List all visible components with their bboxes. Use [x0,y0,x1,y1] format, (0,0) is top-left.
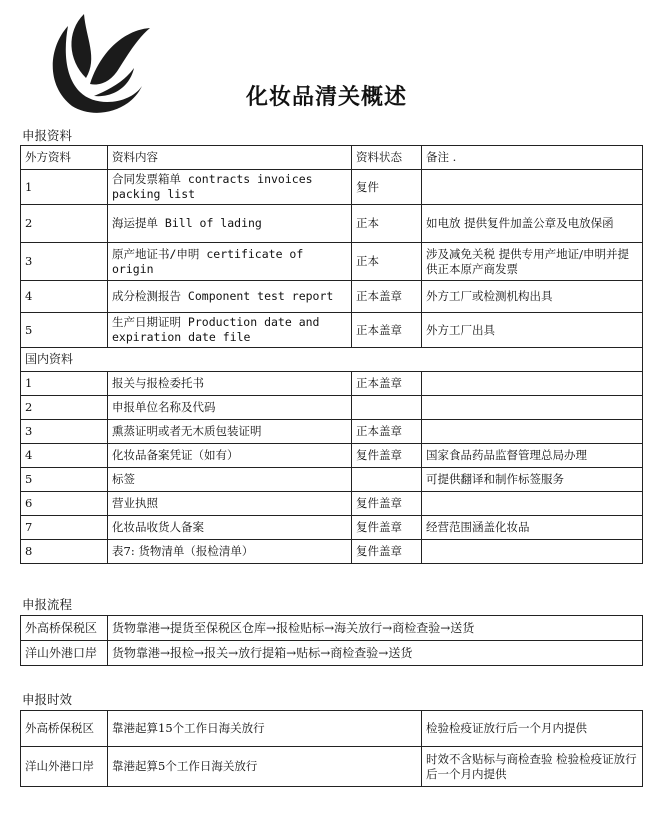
row-status: 复件盖章 [352,492,422,516]
row-content: 化妆品收货人备案 [108,516,352,540]
row-content: 原产地证书/申明 certificate of origin [108,243,352,281]
row-status: 复件盖章 [352,516,422,540]
table-row [21,492,643,516]
row-note: 经营范围涵盖化妆品 [422,516,643,540]
row-note: 国家食品药品监督管理总局办理 [422,444,643,468]
row-status: 复件盖章 [352,444,422,468]
table-row [21,468,643,492]
table-row [21,281,643,313]
header-status: 资料状态 [352,146,422,170]
timing-inspection: 时效不含贴标与商检查验 检验检疫证放行后一个月内提供 [422,747,643,787]
timing-customs: 靠港起算15个工作日海关放行 [108,711,422,747]
timing-section-label: 申报时效 [22,692,73,707]
row-status: 正本 [352,243,422,281]
header-content: 资料内容 [108,146,352,170]
row-number: 6 [21,492,108,516]
row-note: 涉及减免关税 提供专用产地证/申明并提供正本原产商发票 [422,243,643,281]
flow-table [20,615,643,666]
timing-table [20,710,643,787]
row-status: 复件 [352,170,422,205]
table-row [21,444,643,468]
flow-place: 洋山外港口岸 [21,641,108,666]
row-number: 1 [21,170,108,205]
timing-place: 洋山外港口岸 [21,747,108,787]
row-status: 正本盖章 [352,372,422,396]
row-note [422,420,643,444]
row-number: 4 [21,281,108,313]
row-note [422,540,643,564]
row-number: 2 [21,205,108,243]
table-row [21,516,643,540]
row-note: 如电放 提供复件加盖公章及电放保函 [422,205,643,243]
table-row [21,170,643,205]
header-foreign-materials: 外方资料 [21,146,108,170]
timing-place: 外高桥保税区 [21,711,108,747]
row-content: 化妆品备案凭证（如有） [108,444,352,468]
row-status: 正本盖章 [352,420,422,444]
row-content: 合同发票箱单 contracts invoices packing list [108,170,352,205]
row-note [422,492,643,516]
row-number: 5 [21,313,108,348]
row-content: 成分检测报告 Component test report [108,281,352,313]
company-logo-icon [38,8,153,120]
table-row [21,711,643,747]
materials-header-row [21,146,643,170]
table-row [21,372,643,396]
row-status [352,468,422,492]
row-content: 营业执照 [108,492,352,516]
flow-place: 外高桥保税区 [21,616,108,641]
page-title: 化妆品清关概述 [246,85,408,110]
row-content: 熏蒸证明或者无木质包装证明 [108,420,352,444]
timing-customs: 靠港起算5个工作日海关放行 [108,747,422,787]
table-row [21,420,643,444]
flow-section-label: 申报流程 [22,597,73,612]
row-content: 海运提单 Bill of lading [108,205,352,243]
row-number: 8 [21,540,108,564]
row-number: 5 [21,468,108,492]
row-status: 正本盖章 [352,281,422,313]
row-status: 正本 [352,205,422,243]
domestic-materials-label: 国内资料 [21,348,643,372]
timing-inspection: 检验检疫证放行后一个月内提供 [422,711,643,747]
row-number: 3 [21,420,108,444]
table-row [21,616,643,641]
row-number: 4 [21,444,108,468]
row-note [422,170,643,205]
header-notes: 备注 . [422,146,643,170]
row-status [352,396,422,420]
row-content: 表7: 货物清单（报检清单） [108,540,352,564]
row-content: 生产日期证明 Production date and expiration date file [108,313,352,348]
table-row [21,243,643,281]
table-row [21,205,643,243]
row-status: 复件盖章 [352,540,422,564]
row-note: 外方工厂出具 [422,313,643,348]
row-number: 7 [21,516,108,540]
row-number: 3 [21,243,108,281]
table-row [21,396,643,420]
row-content: 申报单位名称及代码 [108,396,352,420]
table-row [21,540,643,564]
row-note [422,396,643,420]
row-content: 标签 [108,468,352,492]
row-note: 外方工厂或检测机构出具 [422,281,643,313]
flow-steps: 货物靠港→报检→报关→放行提箱→贴标→商检查验→送货 [108,641,643,666]
materials-table [20,145,643,564]
domestic-group-row [21,348,643,372]
materials-section-label: 申报资料 [22,128,73,143]
table-row [21,313,643,348]
table-row [21,641,643,666]
row-note: 可提供翻译和制作标签服务 [422,468,643,492]
row-number: 2 [21,396,108,420]
row-content: 报关与报检委托书 [108,372,352,396]
row-note [422,372,643,396]
table-row [21,747,643,787]
row-status: 正本盖章 [352,313,422,348]
row-number: 1 [21,372,108,396]
flow-steps: 货物靠港→提货至保税区仓库→报检贴标→海关放行→商检查验→送货 [108,616,643,641]
